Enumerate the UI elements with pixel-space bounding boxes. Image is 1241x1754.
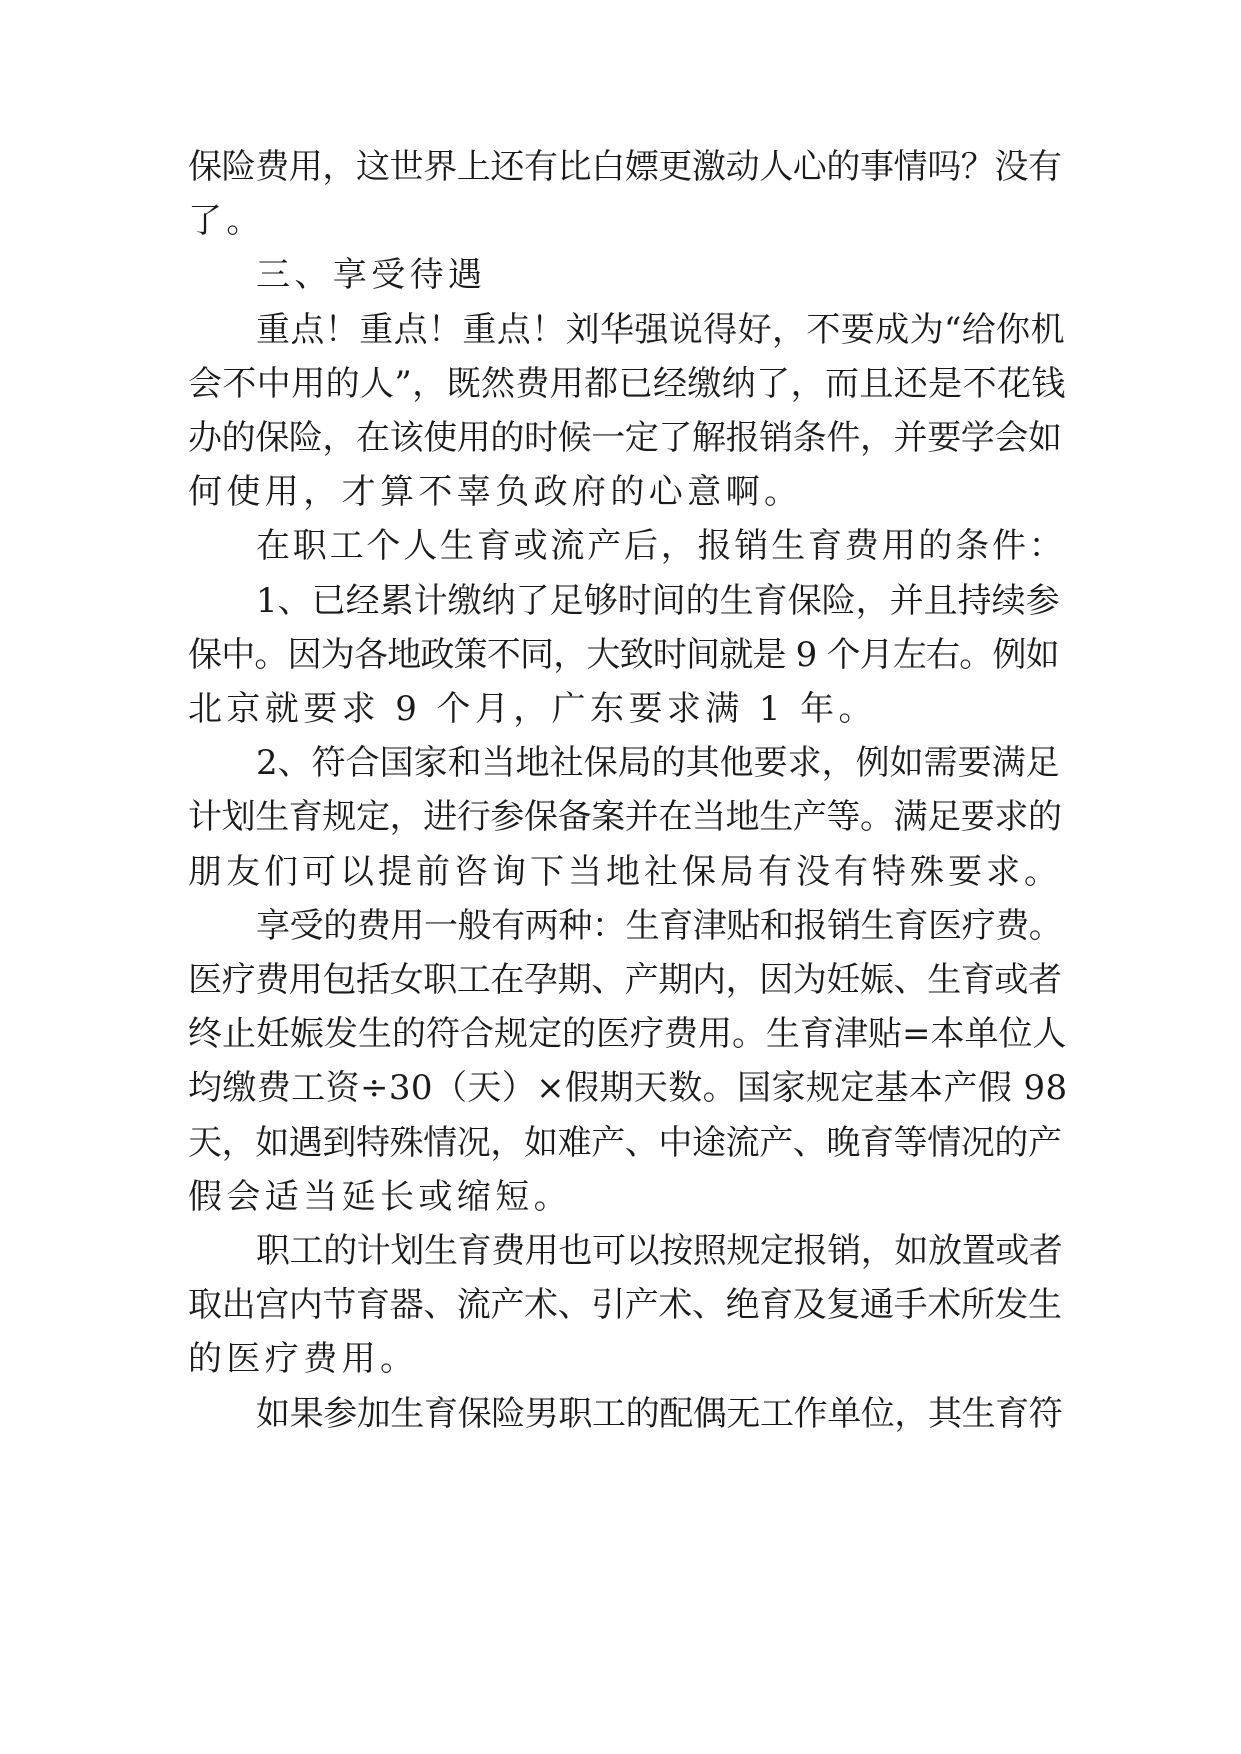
text-line: 重点！重点！重点！刘华强说得好，不要成为“给你机 — [256, 310, 1065, 350]
text-line: 何使用，才算不辜负政府的心意啊。 — [188, 472, 803, 512]
text-line: 1、已经累计缴纳了足够时间的生育保险，并且持续参 — [256, 581, 1060, 621]
text-line: 的医疗费用。 — [188, 1339, 419, 1379]
text-line: 办的保险，在该使用的时候一定了解报销条件，并要学会如 — [188, 418, 1062, 458]
text-line: 终止妊娠发生的符合规定的医疗费用。生育津贴=本单位人 — [188, 1014, 1067, 1054]
text-line: 北京就要求 9 个月，广东要求满 1 年。 — [188, 689, 877, 729]
text-line: 医疗费用包括女职工在孕期、产期内，因为妊娠、生育或者 — [188, 960, 1062, 1000]
text-line: 如果参加生育保险男职工的配偶无工作单位，其生育符 — [256, 1394, 1063, 1434]
text-line: 取出宫内节育器、流产术、引产术、绝育及复通手术所发生 — [188, 1285, 1062, 1325]
text-line: 享受的费用一般有两种：生育津贴和报销生育医疗费。 — [256, 906, 1063, 946]
text-line: 2、符合国家和当地社保局的其他要求，例如需要满足 — [256, 743, 1060, 783]
text-line: 均缴费工资÷30（天）×假期天数。国家规定基本产假 98 — [188, 1068, 1068, 1108]
text-line: 保中。因为各地政策不同，大致时间就是 9 个月左右。例如 — [188, 635, 1059, 675]
text-line: 天，如遇到特殊情况，如难产、中途流产、晚育等情况的产 — [188, 1123, 1062, 1163]
text-line: 朋友们可以提前咨询下当地社保局有没有特殊要求。 — [188, 852, 1062, 892]
text-line: 计划生育规定，进行参保备案并在当地生产等。满足要求的 — [188, 797, 1062, 837]
text-line: 职工的计划生育费用也可以按照规定报销，如放置或者 — [256, 1231, 1063, 1271]
text-line: 了。 — [188, 201, 265, 241]
section-heading: 三、享受待遇 — [256, 255, 487, 295]
text-line: 会不中用的人”，既然费用都已经缴纳了，而且还是不花钱 — [188, 364, 1066, 404]
text-line: 在职工个人生育或流产后，报销生育费用的条件： — [256, 526, 1066, 566]
text-line: 保险费用，这世界上还有比白嫖更激动人心的事情吗？没有 — [188, 147, 1062, 187]
text-line: 假会适当延长或缩短。 — [188, 1177, 572, 1217]
